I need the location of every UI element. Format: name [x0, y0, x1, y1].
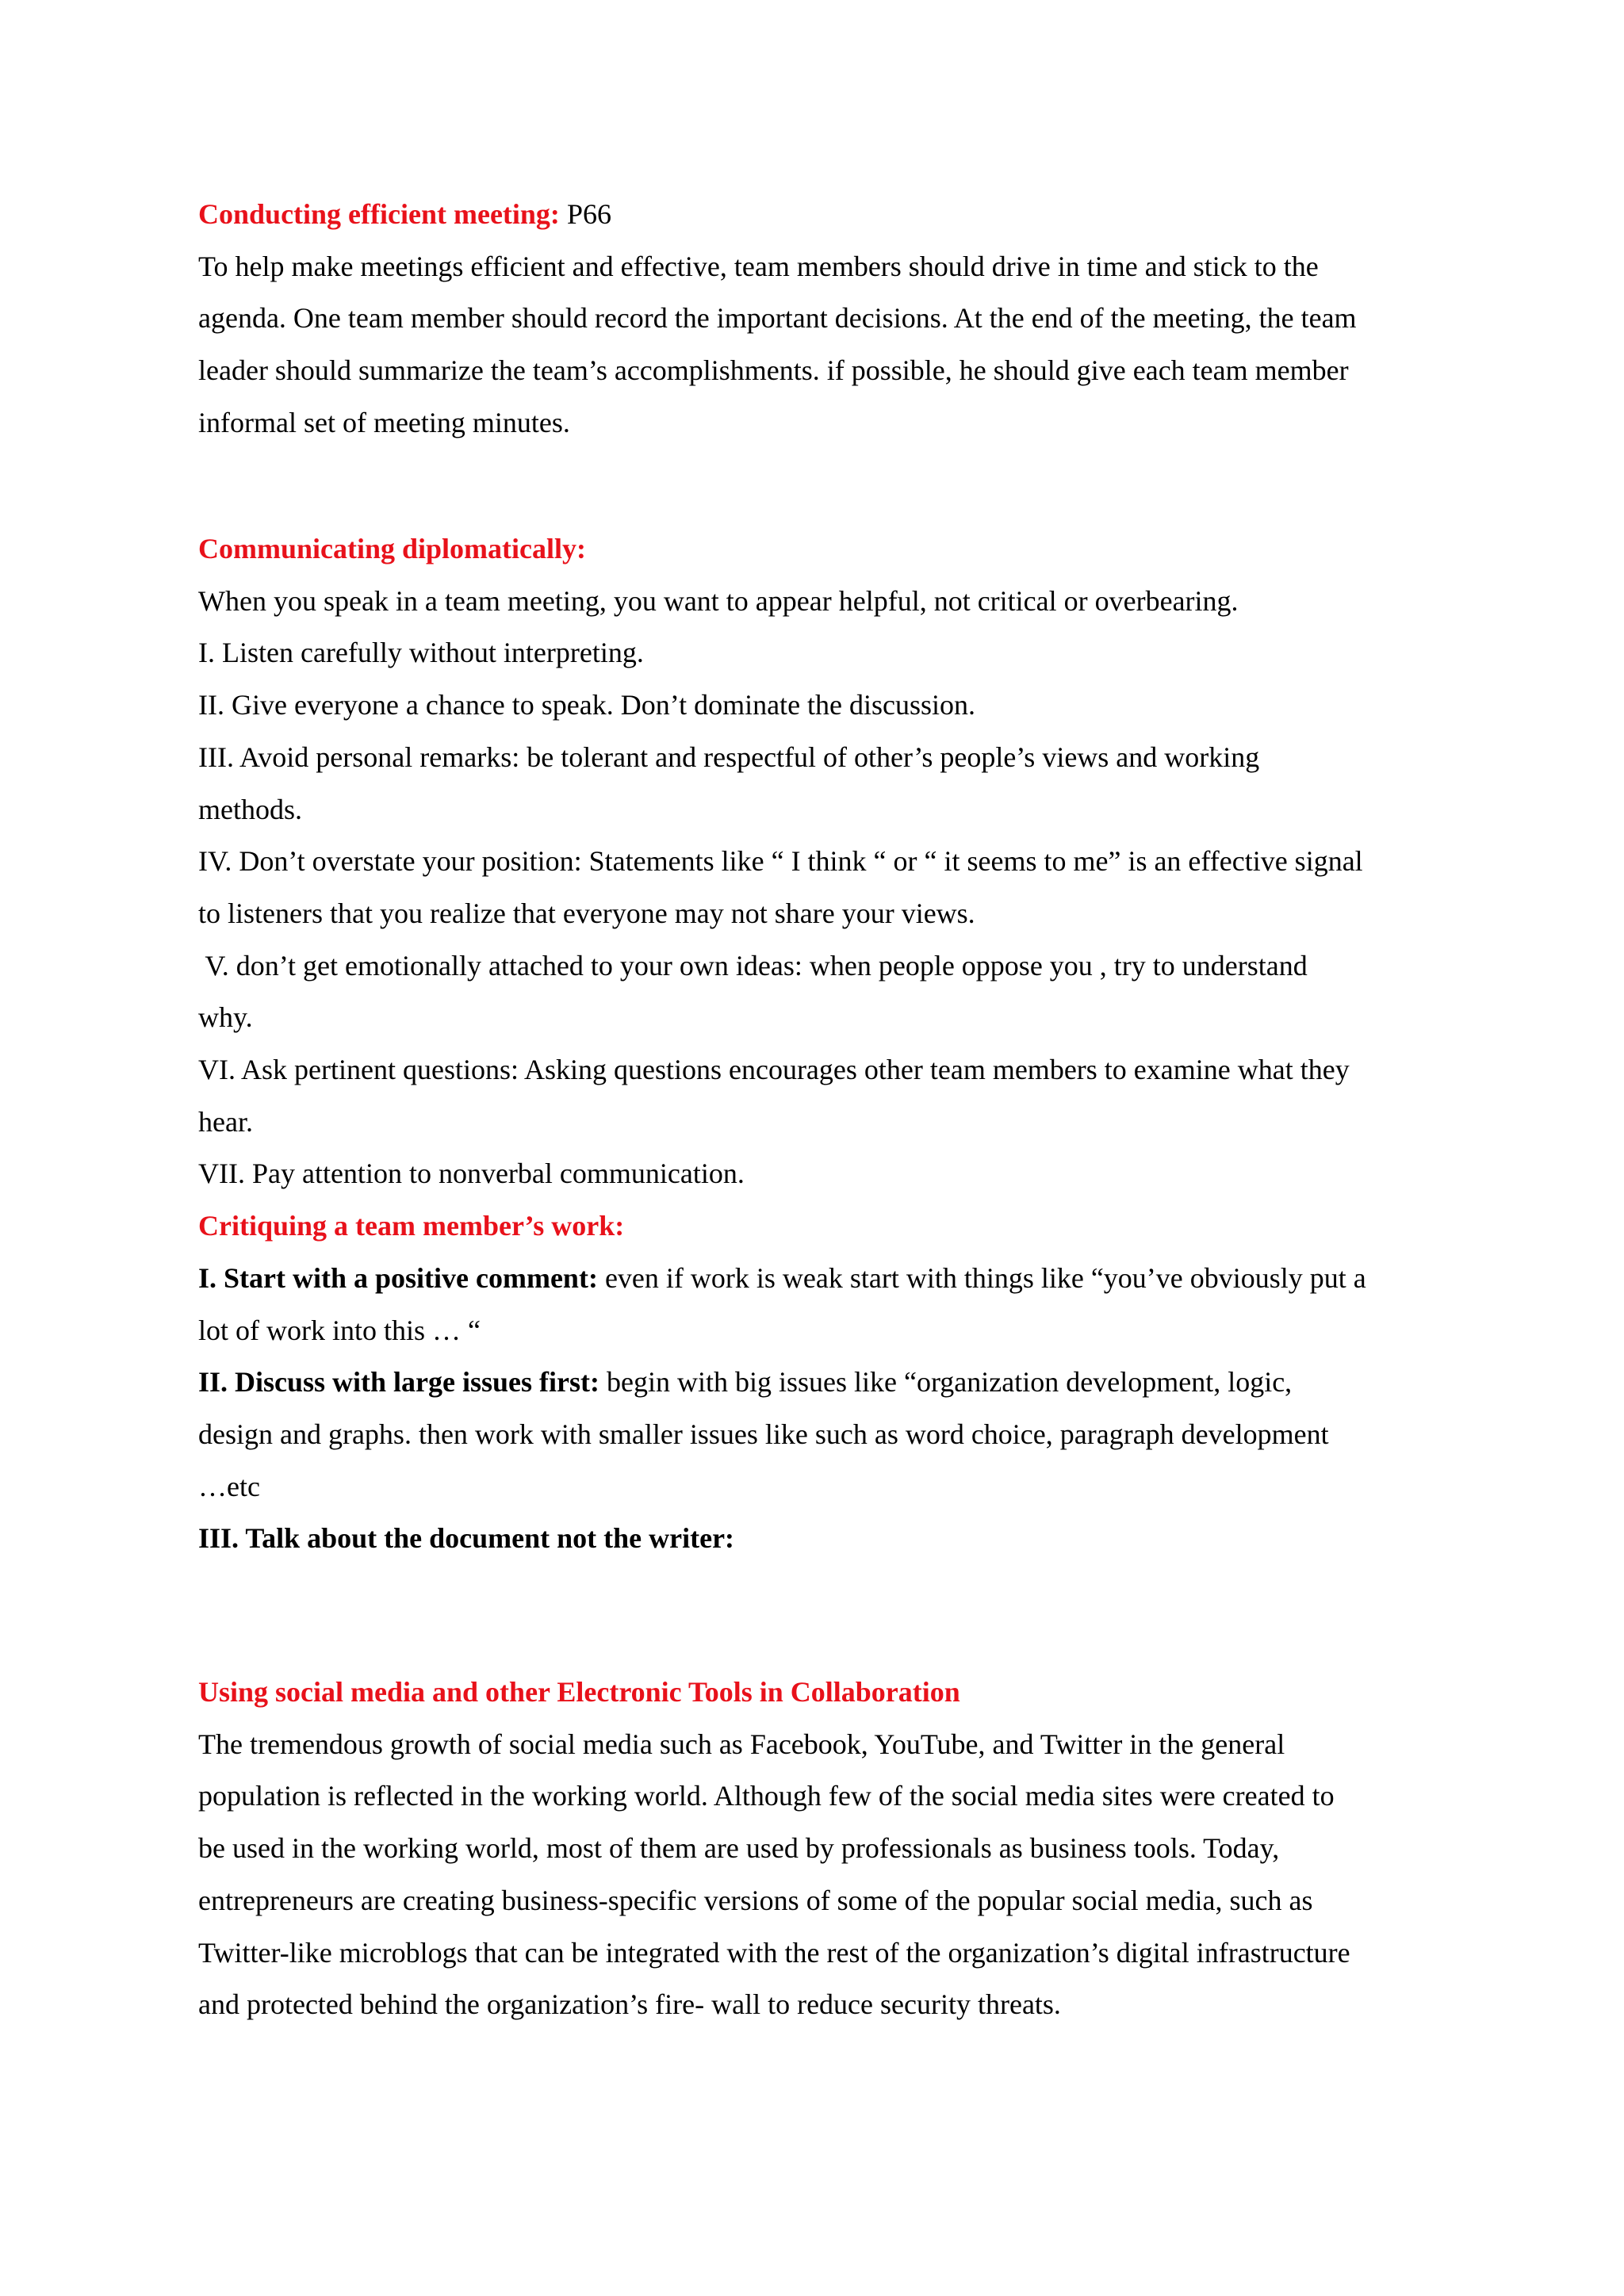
- diplomatic-line: I. Listen carefully without interpreting.: [198, 637, 644, 669]
- diplomatic-line: IV. Don’t overstate your position: Statements like “ I think “ or “ it seems to me” is an effective signal: [198, 845, 1363, 878]
- meeting-heading-line: [198, 189, 1357, 241]
- diplomatic-line: V. don’t get emotionally attached to your own ideas: when people oppose you , try to understand: [198, 949, 1308, 982]
- critique-item-1-text: even if work is weak start with things like “you’ve obviously put a: [597, 1261, 1366, 1294]
- meeting-heading: Conducting efficient meeting:: [198, 198, 560, 230]
- diplomatic-line: why.: [198, 1001, 253, 1034]
- social-line: entrepreneurs are creating business-specific versions of some of the popular social media, such as: [198, 1884, 1313, 1916]
- section-meeting: [198, 189, 1357, 450]
- diplomatic-heading: Communicating diplomatically:: [198, 533, 587, 564]
- diplomatic-line: hear.: [198, 1105, 253, 1138]
- meeting-line: agenda. One team member should record the important decisions. At the end of the meeting, the team: [198, 302, 1357, 335]
- social-line: population is reflected in the working world. Although few of the social media sites were created to: [198, 1780, 1335, 1812]
- critique-item-1: [198, 1253, 1366, 1305]
- critique-item-2-text: begin with big issues like “organization development, logic,: [599, 1366, 1293, 1399]
- section-diplomatic: [198, 523, 1366, 1565]
- critique-item-2-cont: design and graphs. then work with smaller issues like such as word choice, paragraph development: [198, 1418, 1329, 1450]
- critique-heading: Critiquing a team member’s work:: [198, 1210, 625, 1242]
- diplomatic-line: methods.: [198, 793, 302, 825]
- diplomatic-line: VI. Ask pertinent questions: Asking questions encourages other team members to examine what they: [198, 1054, 1350, 1086]
- section-social: [198, 1667, 1350, 2031]
- critique-item-2: [198, 1357, 1366, 1409]
- social-line: Twitter-like microblogs that can be integrated with the rest of the organization’s digital infrastructure: [198, 1936, 1350, 1969]
- social-heading: Using social media and other Electronic Tools in Collaboration: [198, 1676, 960, 1708]
- diplomatic-line: III. Avoid personal remarks: be tolerant and respectful of other’s people’s views and working: [198, 740, 1260, 773]
- critique-item-1-cont: lot of work into this … “: [198, 1314, 481, 1346]
- meeting-line: To help make meetings efficient and effective, team members should drive in time and stick to the: [198, 250, 1319, 282]
- diplomatic-line: II. Give everyone a chance to speak. Don’t dominate the discussion.: [198, 689, 976, 721]
- critique-item-2-cont: …etc: [198, 1470, 260, 1502]
- critique-item-3-title: III. Talk about the document not the writer:: [198, 1522, 735, 1555]
- diplomatic-line: to listeners that you realize that everyone may not share your views.: [198, 897, 975, 929]
- meeting-line: leader should summarize the team’s accomplishments. if possible, he should give each team member: [198, 354, 1349, 387]
- critique-item-2-title: II. Discuss with large issues first:: [198, 1366, 600, 1399]
- diplomatic-line: VII. Pay attention to nonverbal communication.: [198, 1158, 745, 1190]
- critique-item-1-title: I. Start with a positive comment:: [198, 1261, 598, 1294]
- social-line: be used in the working world, most of them are used by professionals as business tools. Today,: [198, 1832, 1280, 1865]
- social-line: and protected behind the organization’s fire- wall to reduce security threats.: [198, 1988, 1061, 2021]
- meeting-line: informal set of meeting minutes.: [198, 406, 570, 438]
- diplomatic-line: When you speak in a team meeting, you want to appear helpful, not critical or overbearing.: [198, 584, 1239, 617]
- social-line: The tremendous growth of social media such as Facebook, YouTube, and Twitter in the general: [198, 1728, 1285, 1760]
- meeting-page-ref: P66: [559, 198, 611, 230]
